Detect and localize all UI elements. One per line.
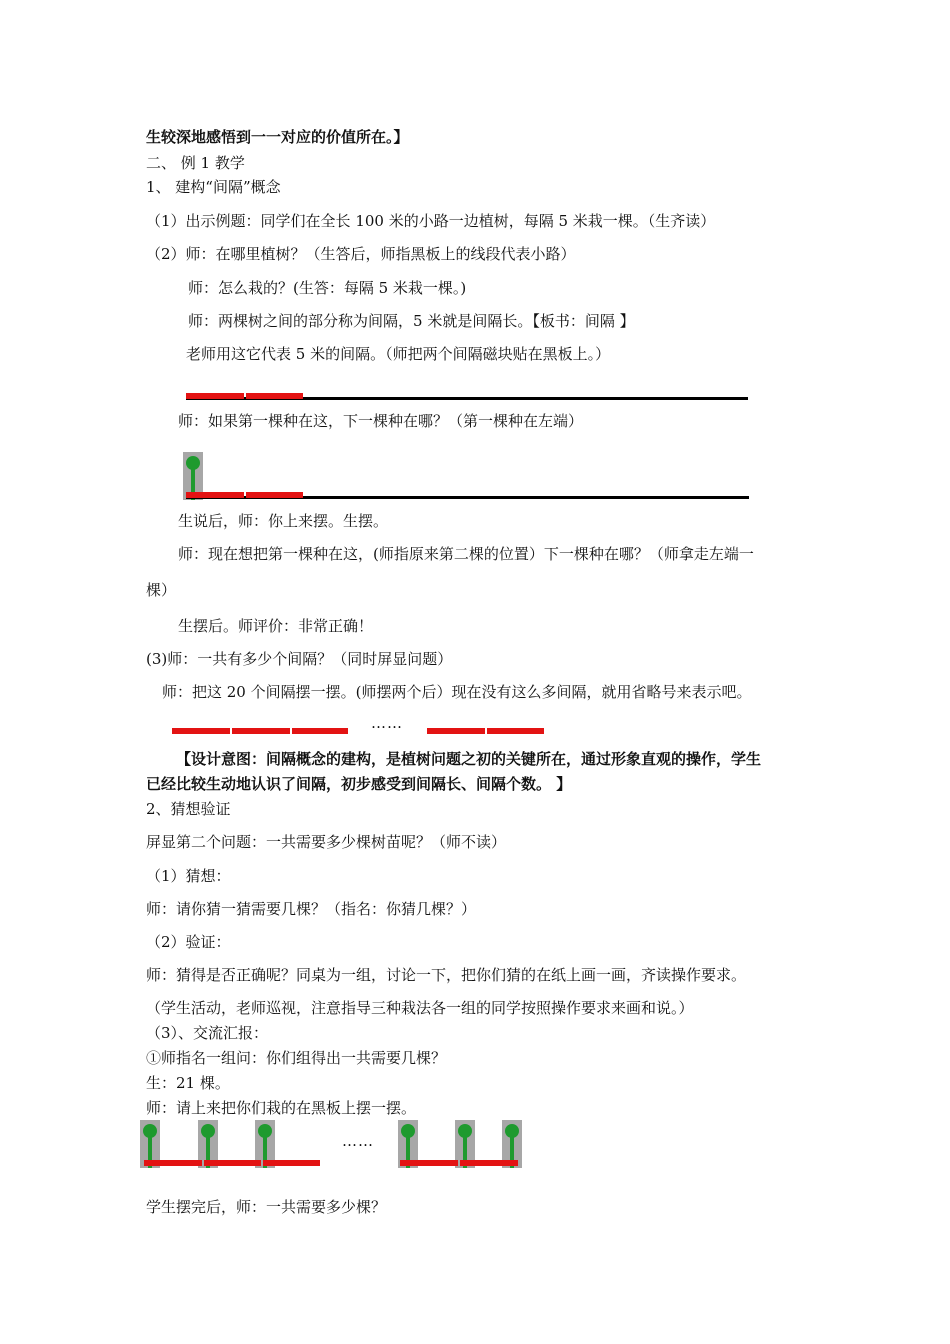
diagram-trees-both-ends (140, 1120, 524, 1170)
paragraph-place-on-board: 师：请上来把你们栽的在黑板上摆一摆。 (146, 1099, 417, 1117)
label-guess: （1）猜想： (146, 867, 231, 885)
ellipsis: …… (371, 714, 403, 732)
paragraph-where-plant: （2）师：在哪里植树？（生答后，师指黑板上的线段代表小路） (146, 245, 576, 263)
interval-block (487, 728, 544, 734)
paragraph-guess-how-many: 师：请你猜一猜需要几棵？（指名：你猜几棵？） (146, 900, 477, 918)
diagram-tree-left-end (183, 452, 749, 502)
paragraph-group-question: ①师指名一组问：你们组得出一共需要几棵？ (146, 1049, 447, 1067)
paragraph-how-many-trees: 学生摆完后，师：一共需要多少棵？ (146, 1198, 387, 1216)
interval-block (460, 1160, 518, 1166)
interval-block (246, 492, 303, 498)
interval-block (144, 1160, 202, 1166)
interval-block (172, 728, 230, 734)
paragraph-second-position: 师：现在想把第一棵种在这，(师指原来第二棵的位置）下一棵种在哪？（师拿走左端一 (178, 545, 754, 563)
paragraph-answer-21: 生：21 棵。 (146, 1074, 230, 1092)
subheading-interval-concept: 1、 建构“间隔”概念 (146, 178, 281, 196)
interval-block (400, 1160, 458, 1166)
interval-block (204, 1160, 261, 1166)
interval-block (292, 728, 348, 734)
paragraph-student-places: 生说后，师：你上来摆。生摆。 (178, 512, 389, 530)
paragraph-verify-instructions: 师：猜得是否正确呢？同桌为一组，讨论一下，把你们猜的在纸上画一画，齐读操作要求。 (146, 966, 747, 984)
paragraph-how-plant: 师：怎么栽的？(生答：每隔 5 米栽一棵。) (188, 279, 467, 297)
design-intent-note-cont: 已经比较生动地认识了间隔，初步感受到间隔长、间隔个数。 】 (146, 775, 572, 793)
label-verify: （2）验证： (146, 933, 231, 951)
paragraph-interval-definition: 师：两棵树之间的部分称为间隔，5 米就是间隔长。【板书：间隔 】 (188, 312, 635, 330)
interval-block (263, 1160, 320, 1166)
paragraph-first-tree-question: 师：如果第一棵种在这，下一棵种在哪？（第一棵种在左端） (178, 412, 584, 430)
paragraph-interval-magnets: 老师用这它代表 5 米的间隔。（师把两个间隔磁块贴在黑板上。） (186, 345, 611, 363)
interval-block (186, 492, 244, 498)
design-intent-note: 【设计意图：间隔概念的建构，是植树问题之初的关键所在，通过形象直观的操作，学生 (176, 750, 762, 768)
paragraph-how-many-intervals: (3)师：一共有多少个间隔？（同时屏显问题） (146, 650, 453, 668)
interval-block (232, 728, 290, 734)
ellipsis: …… (342, 1132, 374, 1150)
paragraph-second-question: 屏显第二个问题：一共需要多少棵树苗呢？（师不读） (146, 833, 507, 851)
paragraph-teacher-evaluates: 生摆后。师评价：非常正确！ (178, 617, 374, 635)
interval-block (246, 393, 303, 399)
section-heading-example1: 二、 例 1 教学 (146, 154, 245, 172)
interval-block (427, 728, 485, 734)
carryover-design-note: 生较深地感悟到一一对应的价值所在。】 (146, 128, 409, 146)
diagram-intervals-ellipsis (170, 714, 550, 738)
interval-block (186, 393, 244, 399)
diagram-road-two-intervals (186, 388, 748, 402)
paragraph-student-activity: （学生活动，老师巡视，注意指导三种栽法各一组的同学按照操作要求来画和说。） (146, 999, 694, 1017)
paragraph-example-problem: （1）出示例题：同学们在全长 100 米的小路一边植树，每隔 5 米栽一棵。（生齐读） (146, 212, 716, 230)
label-report: （3）、交流汇报： (146, 1024, 269, 1042)
paragraph-second-position-cont: 棵） (146, 581, 177, 599)
paragraph-place-20-intervals: 师：把这 20 个间隔摆一摆。(师摆两个后）现在没有这么多间隔，就用省略号来表示吧。 (162, 683, 752, 701)
subheading-guess-verify: 2、猜想验证 (146, 800, 231, 818)
